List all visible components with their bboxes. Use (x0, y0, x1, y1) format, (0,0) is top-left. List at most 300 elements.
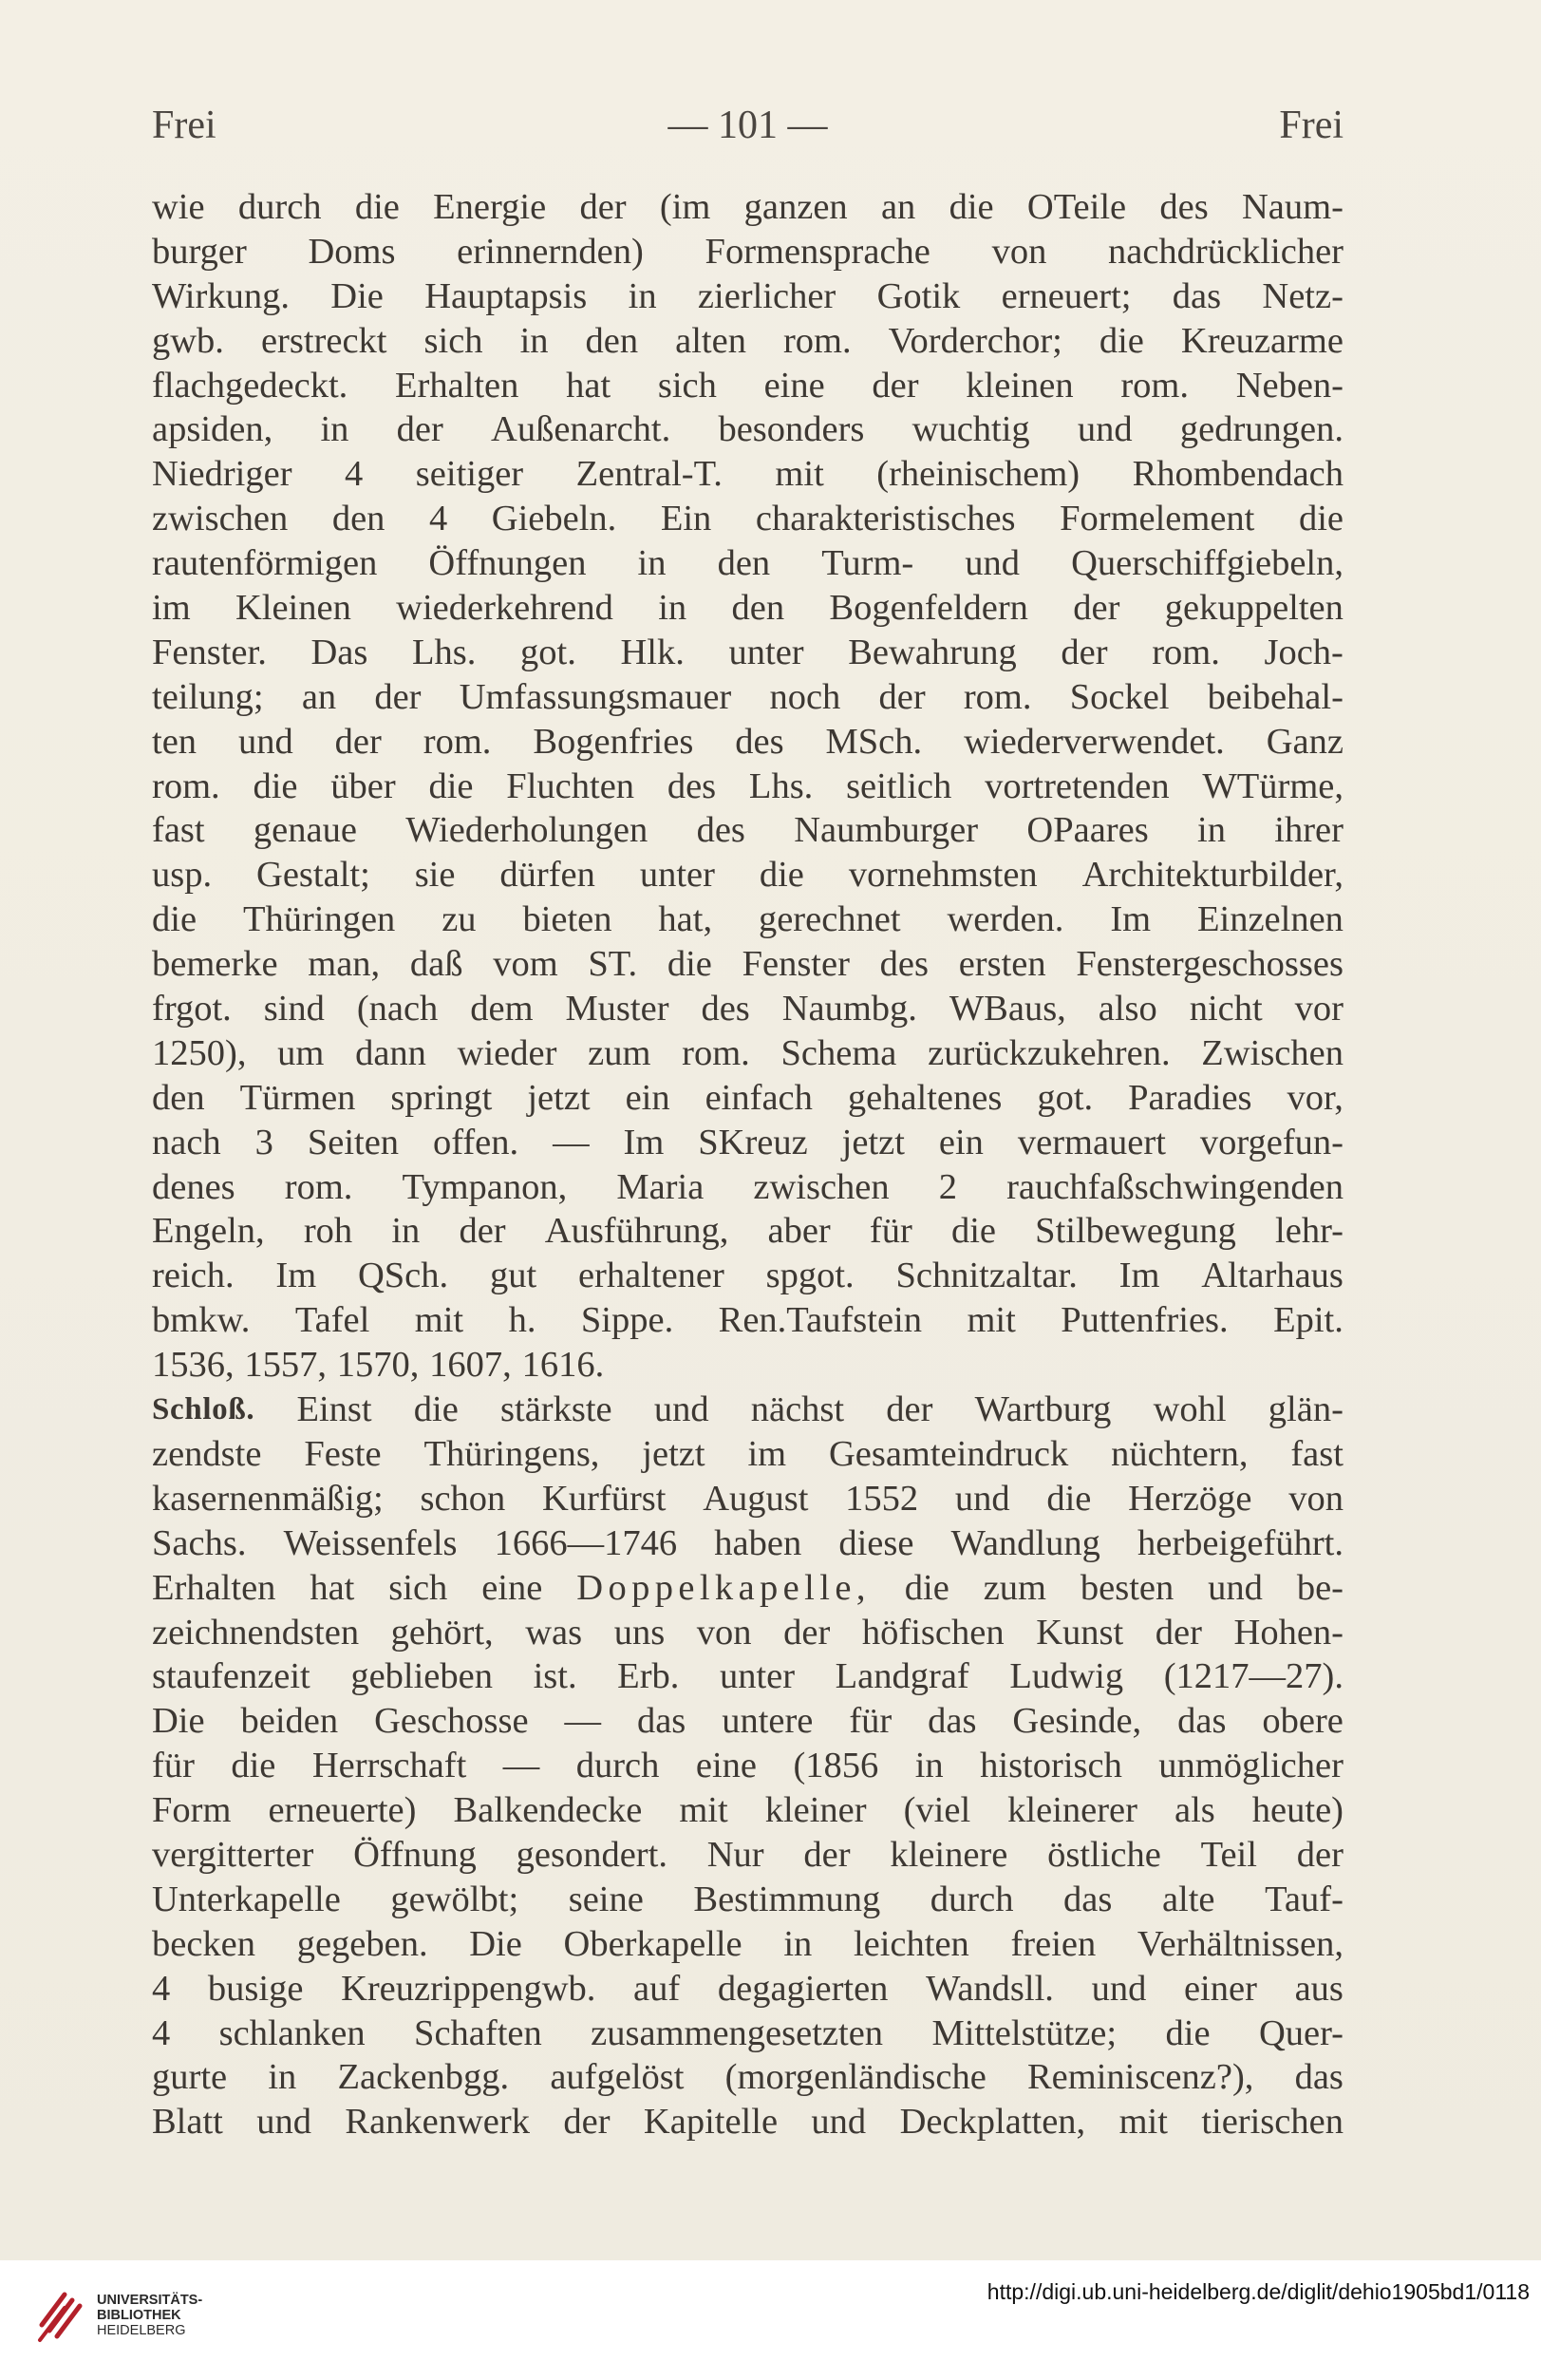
word: alten (675, 320, 746, 361)
word: zeichnendsten (152, 1612, 360, 1653)
word: die (152, 899, 197, 940)
word: charakteristisches (755, 499, 1016, 539)
word: beiden (240, 1701, 339, 1742)
word: als (1175, 1790, 1215, 1831)
word: Tafel (294, 1300, 370, 1341)
text-line (152, 1744, 1344, 1788)
word: noch (769, 676, 841, 717)
word: roh (303, 1211, 353, 1252)
word: Paradies (1128, 1077, 1252, 1118)
logo-line-3: HEIDELBERG (97, 2323, 186, 2338)
word: werden. (947, 899, 1064, 940)
word: vom (493, 944, 558, 985)
word: wieder (457, 1032, 557, 1073)
word: aus (1294, 1968, 1344, 2009)
word: ersten (958, 944, 1046, 985)
word: Lhs. (748, 765, 814, 806)
word: Maria (616, 1166, 705, 1207)
text-line (152, 2055, 1344, 2100)
word: gehaltenes (847, 1077, 1003, 1118)
word: be- (1296, 1567, 1344, 1608)
word: über (330, 765, 396, 806)
word: die (1046, 1478, 1092, 1519)
word: und (954, 1478, 1010, 1519)
word: unmöglicher (1158, 1746, 1344, 1786)
word: MSch. (825, 721, 923, 762)
word: Fenster. (152, 632, 267, 672)
word: Energie (433, 187, 547, 227)
word: WTürme, (1202, 765, 1344, 806)
word: hat (566, 365, 611, 406)
text-line (152, 1922, 1344, 1967)
word: Teil (1200, 1834, 1257, 1875)
word: gerechnet (758, 899, 901, 940)
word: Seiten (307, 1122, 400, 1162)
text-line (152, 808, 1344, 853)
word: ganzen (743, 187, 848, 227)
word: nächst (750, 1389, 845, 1430)
word: die (428, 765, 474, 806)
word: aber (767, 1211, 831, 1252)
word: gewölbt; (390, 1879, 519, 1919)
word: des (701, 989, 750, 1029)
word: in (914, 1746, 944, 1786)
word: Wandsll. (926, 1968, 1054, 2009)
word: des (696, 810, 745, 851)
word: Vorderchor; (888, 320, 1062, 361)
text-line (152, 942, 1344, 987)
word: kleinere (890, 1834, 1008, 1875)
word: Bewahrung (848, 632, 1017, 672)
word: rom. (1152, 632, 1220, 672)
word: Verhältnissen, (1137, 1923, 1344, 1964)
library-logo-icon (36, 2287, 85, 2344)
word: Turm- (821, 543, 914, 584)
word: Naumbg. (781, 989, 917, 1029)
word: genaue (253, 810, 357, 851)
word: Puttenfries. (1061, 1300, 1229, 1341)
word: got. (520, 632, 576, 672)
text-line (152, 1611, 1344, 1655)
word: zusammengesetzten (591, 2012, 884, 2053)
word: Doms (308, 231, 396, 272)
word: Wandlung (950, 1522, 1100, 1563)
word: der (1155, 1612, 1202, 1653)
text-line (152, 185, 1344, 230)
word: östliche (1047, 1834, 1161, 1875)
word: Weissenfels (283, 1522, 458, 1563)
word: apsiden, (152, 409, 273, 450)
word: haben (714, 1522, 802, 1563)
word: Hlk. (620, 632, 685, 672)
text-line (152, 230, 1344, 274)
word: Gestalt; (256, 855, 370, 896)
word: für (849, 1701, 893, 1742)
word: gedrungen. (1179, 409, 1344, 450)
word: der (872, 365, 919, 406)
text-line (152, 1388, 1344, 1432)
word: gehört, (390, 1612, 494, 1653)
word: Einzelnen (1196, 899, 1344, 940)
text-line (152, 765, 1344, 809)
word: Ein (660, 499, 712, 539)
word: vermauert (1017, 1122, 1166, 1162)
word: sich (388, 1567, 448, 1608)
text-line (152, 1254, 1344, 1298)
word: 4 (428, 499, 448, 539)
word: nüchtern, (1111, 1433, 1249, 1474)
word: 1570, (336, 1345, 420, 1386)
word: sich (657, 365, 717, 406)
word: ten (152, 721, 197, 762)
word: wuchtig (911, 409, 1030, 450)
word: Sockel (1069, 676, 1170, 717)
word: ist. (533, 1656, 577, 1697)
word: zwischen (753, 1166, 890, 1207)
word: sie (414, 855, 456, 896)
word: eine (481, 1567, 543, 1608)
word: für (869, 1211, 912, 1252)
word: wohl (1153, 1389, 1227, 1430)
word: Ganz (1266, 721, 1344, 762)
text-line (152, 631, 1344, 675)
word: unter (719, 1656, 796, 1697)
word: und (1077, 409, 1133, 450)
word: Thüringens, (423, 1433, 600, 1474)
word: OPaares (1026, 810, 1149, 851)
library-logo[interactable] (36, 2277, 226, 2353)
word: wiederkehrend (396, 588, 613, 629)
word: gurte (152, 2057, 228, 2098)
word: für (152, 1746, 195, 1786)
word: Im (1118, 1256, 1160, 1296)
word: von (696, 1612, 752, 1653)
word: Rankenwerk (345, 2102, 530, 2143)
text-line (152, 720, 1344, 765)
word: Kleinen (235, 588, 351, 629)
word: busige (207, 1968, 304, 2009)
word: Naumburger (794, 810, 979, 851)
word: den (717, 543, 771, 584)
word: stärkste (500, 1389, 612, 1430)
word: Form (152, 1790, 232, 1831)
word: besonders (718, 409, 865, 450)
body-text (152, 185, 1344, 2144)
word: Kapitelle (643, 2102, 779, 2143)
word: vergitterter (152, 1834, 314, 1875)
word: Kreuzrippengwb. (341, 1968, 596, 2009)
word: rom. (1120, 365, 1189, 406)
word: in (637, 543, 667, 584)
word: gesondert. (516, 1834, 667, 1875)
word: 1607, (429, 1345, 512, 1386)
word: kasernenmäßig; (152, 1478, 384, 1519)
word: zum (983, 1567, 1046, 1608)
word: erneuerte) (268, 1790, 417, 1831)
word: Ludwig (1009, 1656, 1124, 1697)
word: der (878, 676, 926, 717)
word: Im (275, 1256, 317, 1296)
word: (1856 (793, 1746, 879, 1786)
word: degagierten (717, 1968, 889, 2009)
word: in (628, 275, 657, 316)
word: flachgedeckt. (152, 365, 348, 406)
word: der (803, 1834, 851, 1875)
word: die (949, 187, 994, 227)
word: Netz- (1262, 275, 1344, 316)
word: (im (659, 187, 711, 227)
word: Erb. (617, 1656, 680, 1697)
word: gekuppelten (1164, 588, 1344, 629)
word: Joch- (1264, 632, 1344, 672)
word: das (1172, 275, 1222, 316)
text-line (152, 541, 1344, 586)
word: Rhombendach (1132, 454, 1344, 495)
word: der (886, 1389, 933, 1430)
word: Zentral-T. (575, 454, 723, 495)
word: Formensprache (705, 231, 930, 272)
word: Architekturbilder, (1081, 855, 1344, 896)
word: Zwischen (1201, 1032, 1344, 1073)
logo-line-2: BIBLIOTHEK (97, 2308, 181, 2323)
text-line (152, 853, 1344, 897)
word: einer (1183, 1968, 1257, 2009)
word: man, (308, 944, 381, 985)
text-line (152, 407, 1344, 452)
word: 4 (152, 1968, 171, 2009)
word: durch (237, 187, 322, 227)
word: Herzöge (1128, 1478, 1252, 1519)
word: staufenzeit (152, 1656, 310, 1697)
word: jetzt (642, 1433, 705, 1474)
word: Lhs. (412, 632, 477, 672)
word: mit (1118, 2102, 1168, 2143)
word: die (253, 765, 298, 806)
word: Gotik (876, 275, 961, 316)
word: von (1288, 1478, 1344, 1519)
word: Außenarcht. (491, 409, 671, 450)
word: sind (263, 989, 325, 1029)
permalink-url[interactable]: http://digi.ub.uni-heidelberg.de/diglit/dehio1905bd1/0118 (987, 2279, 1530, 2304)
word: wie (152, 187, 205, 227)
word: in (1197, 810, 1226, 851)
running-head-right: Frei (1279, 104, 1344, 147)
word: vornehmsten (848, 855, 1038, 896)
word: Erhalten (152, 1567, 276, 1608)
word: denes (152, 1166, 235, 1207)
word: was (525, 1612, 583, 1653)
word: zurückzukehren. (928, 1032, 1171, 1073)
word: diese (838, 1522, 914, 1563)
word: Wirkung. (152, 275, 290, 316)
word: Bogenfries (533, 721, 694, 762)
word: in (658, 588, 687, 629)
word: Wartburg (974, 1389, 1112, 1430)
word: rautenförmigen (152, 543, 378, 584)
word: Geschosse (374, 1701, 529, 1742)
word: Im (1110, 899, 1152, 940)
word: Öffnungen (428, 543, 587, 584)
text-line (152, 2012, 1344, 2056)
word: Ausführung, (544, 1211, 729, 1252)
word: h. (508, 1300, 536, 1341)
text-line (152, 1566, 1344, 1611)
word: dürfen (499, 855, 595, 896)
word: der (374, 676, 422, 717)
word: Querschiffgiebeln, (1071, 543, 1344, 584)
word: 1616. (521, 1345, 605, 1386)
word: QSch. (357, 1256, 449, 1296)
word: nach (152, 1122, 221, 1162)
word: Naum- (1242, 187, 1344, 227)
word: Das (310, 632, 368, 672)
word: (1217—27). (1163, 1656, 1344, 1697)
text-line (152, 675, 1344, 720)
word: SKreuz (698, 1122, 808, 1162)
word: fast (152, 810, 205, 851)
word: mit (414, 1300, 464, 1341)
text-line (152, 1432, 1344, 1477)
word: — (553, 1122, 590, 1162)
word: vortretenden (985, 765, 1170, 806)
text-line (152, 274, 1344, 319)
word: rom. (682, 1032, 750, 1073)
text-line (152, 897, 1344, 942)
word: Giebeln. (491, 499, 617, 539)
word: Unterkapelle (152, 1879, 341, 1919)
word: in (391, 1211, 421, 1252)
word: der (579, 187, 627, 227)
word: beibehal- (1207, 676, 1344, 717)
word: WBaus, (949, 989, 1066, 1029)
word: Hohen- (1233, 1612, 1344, 1653)
word: jetzt (841, 1122, 905, 1162)
word: an (880, 187, 916, 227)
word: durch (930, 1879, 1014, 1919)
word: Öffnung (353, 1834, 477, 1875)
word: den (585, 320, 639, 361)
word: Reminiscenz?), (1027, 2057, 1254, 2098)
word: Die (152, 1701, 205, 1742)
word: also (1098, 989, 1157, 1029)
word: rom. (284, 1166, 353, 1207)
word: auf (633, 1968, 681, 2009)
section-heading-schloss: Schloß. (152, 1392, 255, 1427)
word: Sippe. (580, 1300, 674, 1341)
text-line (152, 1833, 1344, 1878)
word: die (904, 1567, 949, 1608)
word: erneuert; (1001, 275, 1132, 316)
text-line (152, 1209, 1344, 1254)
word: bmkw. (152, 1300, 251, 1341)
word: Niedriger (152, 454, 292, 495)
word: sich (423, 320, 483, 361)
word: hat, (658, 899, 713, 940)
word: Wiederholungen (405, 810, 648, 851)
word: in (268, 2057, 297, 2098)
word: leichten (853, 1923, 969, 1964)
word: Stilbewegung (1035, 1211, 1236, 1252)
word: das (1294, 2057, 1344, 2098)
word: 1666—1746 (494, 1522, 678, 1563)
word: uns (613, 1612, 666, 1653)
word: Zackenbgg. (337, 2057, 510, 2098)
word: mit (679, 1790, 728, 1831)
word: Balkendecke (453, 1790, 643, 1831)
emphasized-term-doppelkapelle: Doppelkapelle, (576, 1567, 871, 1608)
text-line (152, 1298, 1344, 1343)
text-line (152, 586, 1344, 631)
word: der (459, 1211, 506, 1252)
word: gwb. (152, 320, 224, 361)
word: ein (625, 1077, 670, 1118)
word: rom. (423, 721, 492, 762)
word: Tauf- (1265, 1879, 1344, 1919)
word: Engeln, (152, 1211, 265, 1252)
word: 1552 (845, 1478, 919, 1519)
word: Gesamteindruck (828, 1433, 1069, 1474)
word: die (413, 1389, 459, 1430)
word: obere (1262, 1701, 1344, 1742)
word: und (1091, 1968, 1147, 2009)
text-line (152, 1343, 1344, 1388)
word: — (564, 1701, 602, 1742)
word: im (747, 1433, 787, 1474)
word: das (1177, 1701, 1227, 1742)
word: erinnernden) (457, 231, 644, 272)
word: heute) (1251, 1790, 1344, 1831)
word: Die (469, 1923, 522, 1964)
word: August (703, 1478, 809, 1519)
word: durch (575, 1746, 660, 1786)
word: Neben- (1235, 365, 1344, 406)
word: untere (722, 1701, 814, 1742)
word: schon (420, 1478, 506, 1519)
word: hat (310, 1567, 355, 1608)
word: unter (639, 855, 715, 896)
word: vor (1294, 989, 1344, 1029)
word: der (1073, 588, 1120, 629)
word: vor, (1287, 1077, 1344, 1118)
word: zwischen (152, 499, 289, 539)
word: seitlich (846, 765, 952, 806)
word: rom. (782, 320, 852, 361)
word: 1536, (152, 1345, 235, 1386)
text-line (152, 1699, 1344, 1744)
word: der (334, 721, 382, 762)
word: zu (442, 899, 477, 940)
word: becken (152, 1923, 256, 1964)
word: alte (1161, 1879, 1215, 1919)
word: Im (623, 1122, 665, 1162)
word: in (320, 409, 349, 450)
word: Kreuzarme (1180, 320, 1344, 361)
word: — (502, 1746, 540, 1786)
word: bieten (522, 899, 612, 940)
word: Kurfürst (542, 1478, 667, 1519)
word: kleinen (966, 365, 1074, 406)
word: Die (330, 275, 384, 316)
word: burger (152, 231, 247, 272)
word: Sachs. (152, 1522, 247, 1563)
word: Fluchten (506, 765, 635, 806)
word: der (1296, 1834, 1344, 1875)
word: teilung; (152, 676, 264, 717)
word: Mittelstütze; (931, 2012, 1118, 2053)
word: der (563, 2102, 611, 2143)
word: springt (390, 1077, 493, 1118)
word: herbeigeführt. (1137, 1522, 1344, 1563)
